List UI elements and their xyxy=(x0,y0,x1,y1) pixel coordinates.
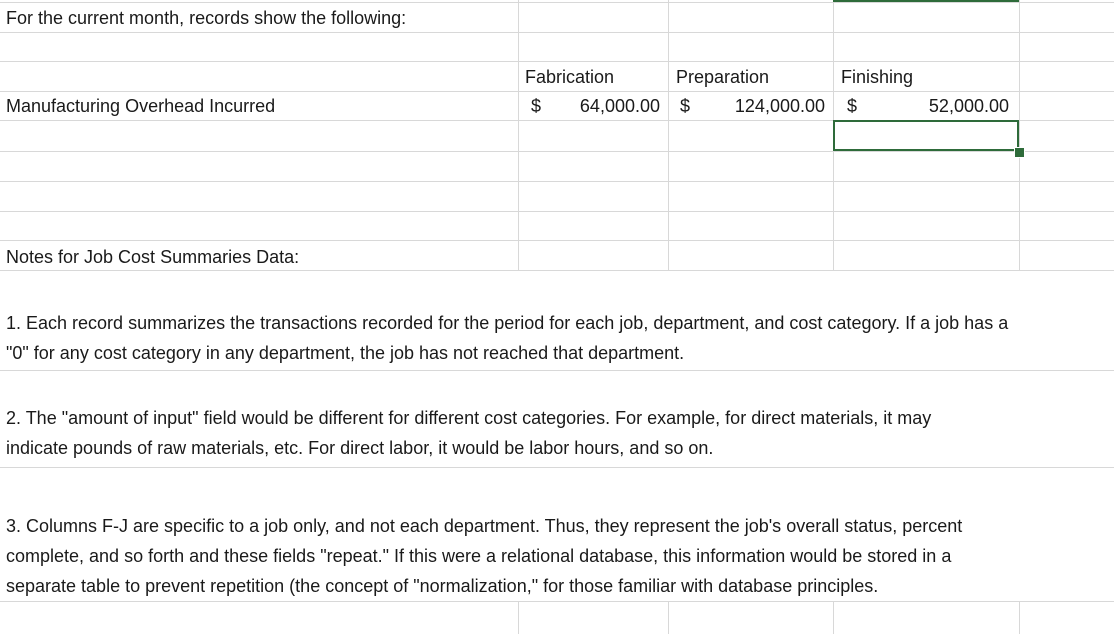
finishing-overhead-cell[interactable]: 52,000.00 xyxy=(928,96,1009,116)
col-line xyxy=(518,0,519,270)
note-3-cell[interactable] xyxy=(6,511,1110,601)
col-line xyxy=(1019,0,1020,270)
active-column-marker xyxy=(833,0,1019,2)
col-line xyxy=(833,601,834,634)
notes-heading-cell[interactable]: Notes for Job Cost Summaries Data: xyxy=(6,247,300,267)
fabrication-overhead-cell[interactable]: 64,000.00 xyxy=(579,96,660,116)
row-line xyxy=(0,61,1114,62)
row-line xyxy=(0,32,1114,33)
note-2-line-2: indicate pounds of raw materials, etc. For direct labor, it would be labor hours, and so on. xyxy=(6,438,714,458)
col-line xyxy=(1019,601,1020,634)
note-3-line-1: 3. Columns F-J are specific to a job only, and not each department. Thus, they represent the job's overall status, percent xyxy=(6,516,963,536)
overhead-label-cell[interactable]: Manufacturing Overhead Incurred xyxy=(6,96,276,116)
col-line xyxy=(668,0,669,270)
preparation-header[interactable]: Preparation xyxy=(676,67,770,87)
col-line xyxy=(668,601,669,634)
header-text-cell[interactable]: For the current month, records show the following: xyxy=(6,8,407,28)
fill-handle[interactable] xyxy=(1014,147,1025,158)
row-line xyxy=(0,151,1114,152)
row-line xyxy=(0,270,1114,271)
fabrication-header[interactable]: Fabrication xyxy=(525,67,615,87)
selected-cell[interactable] xyxy=(833,120,1019,151)
row-line xyxy=(0,601,1114,602)
fabrication-currency: $ xyxy=(531,96,542,116)
note-3-line-3: separate table to prevent repetition (the concept of "normalization," for those familiar with database principles. xyxy=(6,576,879,596)
finishing-header[interactable]: Finishing xyxy=(841,67,914,87)
row-line xyxy=(0,211,1114,212)
note-2-cell[interactable] xyxy=(6,403,1110,463)
preparation-overhead-cell[interactable]: 124,000.00 xyxy=(734,96,825,116)
note-3-line-2: complete, and so forth and these fields "repeat." If this were a relational database, this information would be stored in a xyxy=(6,546,952,566)
row-line xyxy=(0,467,1114,468)
note-1-line-2: "0" for any cost category in any department, the job has not reached that department. xyxy=(6,343,685,363)
row-line xyxy=(0,91,1114,92)
preparation-currency: $ xyxy=(680,96,691,116)
row-line xyxy=(0,240,1114,241)
note-2-line-1: 2. The "amount of input" field would be different for different cost categories. For example, for direct materials, it may xyxy=(6,408,932,428)
row-line xyxy=(0,181,1114,182)
finishing-currency: $ xyxy=(847,96,858,116)
row-line xyxy=(0,2,1114,3)
col-line xyxy=(518,601,519,634)
note-1-line-1: 1. Each record summarizes the transactions recorded for the period for each job, department, and cost category. If a job has a xyxy=(6,313,1009,333)
row-line xyxy=(0,370,1114,371)
note-1-cell[interactable] xyxy=(6,308,1110,368)
